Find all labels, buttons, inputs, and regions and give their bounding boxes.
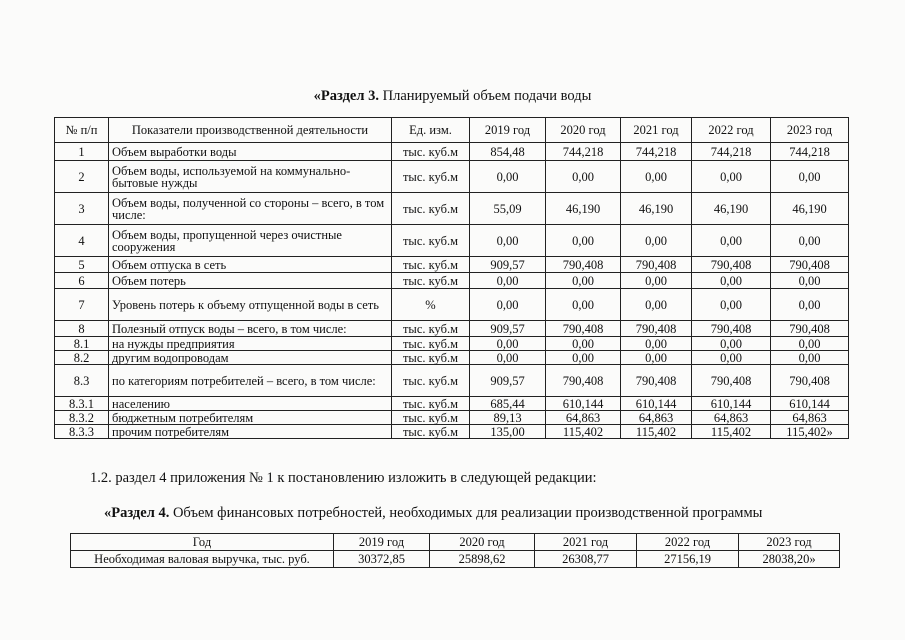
table-cell: 8.1	[55, 337, 109, 351]
table-cell: 89,13	[470, 411, 546, 425]
table-cell: тыс. куб.м	[392, 225, 470, 257]
table-row	[55, 425, 849, 439]
table-cell: %	[392, 289, 470, 321]
table-cell: 0,00	[692, 351, 771, 365]
table-cell: 64,863	[546, 411, 621, 425]
table-row	[55, 273, 849, 289]
table-cell: 0,00	[546, 289, 621, 321]
table-cell: прочим потребителям	[109, 425, 392, 439]
table-cell: 0,00	[621, 273, 692, 289]
table-cell: 790,408	[692, 321, 771, 337]
table-cell: Объем потерь	[109, 273, 392, 289]
table-cell: тыс. куб.м	[392, 397, 470, 411]
table-cell: 909,57	[470, 365, 546, 397]
table-cell: 744,218	[546, 143, 621, 161]
table-cell: 685,44	[470, 397, 546, 411]
table-cell: 790,408	[692, 365, 771, 397]
table-cell: 0,00	[470, 161, 546, 193]
table-cell: 46,190	[621, 193, 692, 225]
table-cell: 0,00	[771, 225, 849, 257]
table-cell: 0,00	[771, 161, 849, 193]
table-cell: 0,00	[546, 273, 621, 289]
table-cell: тыс. куб.м	[392, 365, 470, 397]
table-cell: 115,402	[692, 425, 771, 439]
table-cell: 4	[55, 225, 109, 257]
table-cell: 790,408	[692, 257, 771, 273]
table-cell: 8.3.2	[55, 411, 109, 425]
header-cell: № п/п	[55, 118, 109, 143]
table-cell: 0,00	[621, 225, 692, 257]
table-cell: 1	[55, 143, 109, 161]
section-4-title-bold: «Раздел 4.	[104, 505, 170, 521]
table-cell: Объем отпуска в сеть	[109, 257, 392, 273]
table-cell: 790,408	[621, 365, 692, 397]
table-cell: 610,144	[771, 397, 849, 411]
table-cell: 0,00	[470, 337, 546, 351]
table-cell: 0,00	[771, 273, 849, 289]
table-cell: тыс. куб.м	[392, 411, 470, 425]
table-cell: 0,00	[546, 337, 621, 351]
table-cell: 115,402	[621, 425, 692, 439]
table-cell: 25898,62	[430, 551, 535, 568]
section-3-title	[0, 88, 905, 105]
table-cell: тыс. куб.м	[392, 425, 470, 439]
table-cell: 46,190	[546, 193, 621, 225]
table-cell: 790,408	[546, 365, 621, 397]
table-cell: 610,144	[692, 397, 771, 411]
table-cell: 0,00	[692, 289, 771, 321]
table-cell: 8.3.3	[55, 425, 109, 439]
table-cell: Уровень потерь к объему отпущенной воды в сеть	[109, 289, 392, 321]
table-cell: 55,09	[470, 193, 546, 225]
table-cell: 64,863	[771, 411, 849, 425]
table-cell: тыс. куб.м	[392, 351, 470, 365]
header-cell: Показатели производственной деятельности	[109, 118, 392, 143]
table-cell: 27156,19	[637, 551, 739, 568]
table-cell: 8	[55, 321, 109, 337]
table-cell: 135,00	[470, 425, 546, 439]
table-row	[55, 289, 849, 321]
table-cell: 0,00	[546, 225, 621, 257]
header-cell: 2022 год	[692, 118, 771, 143]
paragraph-1-2: 1.2. раздел 4 приложения № 1 к постановлению изложить в следующей редакции:	[90, 470, 597, 486]
financial-needs-table	[70, 533, 840, 568]
table-cell: 0,00	[692, 225, 771, 257]
table-cell: 790,408	[621, 257, 692, 273]
table-cell: 0,00	[771, 351, 849, 365]
header-cell: 2023 год	[739, 534, 840, 551]
table-row	[55, 321, 849, 337]
table-cell: тыс. куб.м	[392, 273, 470, 289]
section-4-title-rest: Объем финансовых потребностей, необходимых для реализации производственной программы	[169, 505, 763, 521]
table-cell: 46,190	[692, 193, 771, 225]
table-cell: 7	[55, 289, 109, 321]
header-cell: Год	[71, 534, 334, 551]
table-row	[55, 143, 849, 161]
header-cell: 2021 год	[535, 534, 637, 551]
table-cell: 64,863	[621, 411, 692, 425]
table-row	[55, 225, 849, 257]
table-cell: 0,00	[470, 351, 546, 365]
table-row	[55, 337, 849, 351]
table-row	[55, 351, 849, 365]
table-row	[55, 411, 849, 425]
table-cell: 744,218	[621, 143, 692, 161]
table-cell: 0,00	[771, 337, 849, 351]
table-cell: 790,408	[771, 321, 849, 337]
table-header-row	[55, 118, 849, 143]
table-cell: 0,00	[692, 161, 771, 193]
section-3-title-rest: Планируемый объем подачи воды	[378, 88, 592, 104]
table-cell: 909,57	[470, 257, 546, 273]
table-cell: 0,00	[621, 161, 692, 193]
table-cell: 0,00	[621, 337, 692, 351]
table-cell: 790,408	[546, 257, 621, 273]
table-cell: 0,00	[692, 273, 771, 289]
table-cell: 854,48	[470, 143, 546, 161]
table-cell: 0,00	[470, 289, 546, 321]
table-cell: 2	[55, 161, 109, 193]
table-cell: 610,144	[546, 397, 621, 411]
header-cell: 2019 год	[470, 118, 546, 143]
table-cell: 0,00	[546, 161, 621, 193]
table-cell: 0,00	[546, 351, 621, 365]
header-cell: 2023 год	[771, 118, 849, 143]
table-cell: 115,402»	[771, 425, 849, 439]
table-cell: 0,00	[771, 289, 849, 321]
table-cell: 0,00	[470, 273, 546, 289]
header-cell: 2022 год	[637, 534, 739, 551]
table-cell: 3	[55, 193, 109, 225]
table-cell: Объем воды, используемой на коммунально-бытовые нужды	[109, 161, 392, 193]
table-cell: тыс. куб.м	[392, 193, 470, 225]
table-cell: 28038,20»	[739, 551, 840, 568]
table-cell: тыс. куб.м	[392, 257, 470, 273]
table-cell: 26308,77	[535, 551, 637, 568]
table-cell: 0,00	[621, 351, 692, 365]
table-cell: 115,402	[546, 425, 621, 439]
table-row	[55, 257, 849, 273]
table-cell: 790,408	[771, 257, 849, 273]
table-cell: тыс. куб.м	[392, 143, 470, 161]
table-row	[71, 551, 840, 568]
table-cell: 8.3	[55, 365, 109, 397]
table-row	[55, 397, 849, 411]
table-cell: тыс. куб.м	[392, 161, 470, 193]
table-cell: 790,408	[546, 321, 621, 337]
table-cell: 909,57	[470, 321, 546, 337]
table-cell: тыс. куб.м	[392, 337, 470, 351]
table-row	[55, 193, 849, 225]
table-cell: 5	[55, 257, 109, 273]
header-cell: Ед. изм.	[392, 118, 470, 143]
table-cell: по категориям потребителей – всего, в том числе:	[109, 365, 392, 397]
table-cell: 8.3.1	[55, 397, 109, 411]
table-cell: 30372,85	[334, 551, 430, 568]
table-cell: Необходимая валовая выручка, тыс. руб.	[71, 551, 334, 568]
table-cell: 64,863	[692, 411, 771, 425]
table-header-row	[71, 534, 840, 551]
table-cell: 744,218	[692, 143, 771, 161]
table-cell: 8.2	[55, 351, 109, 365]
section-3-title-bold: «Раздел 3.	[313, 88, 379, 104]
water-supply-table	[54, 117, 849, 439]
table-cell: Полезный отпуск воды – всего, в том числе:	[109, 321, 392, 337]
table-cell: 610,144	[621, 397, 692, 411]
header-cell: 2020 год	[546, 118, 621, 143]
header-cell: 2019 год	[334, 534, 430, 551]
table-cell: Объем выработки воды	[109, 143, 392, 161]
table-cell: 790,408	[621, 321, 692, 337]
table-cell: населению	[109, 397, 392, 411]
table-cell: 46,190	[771, 193, 849, 225]
table-cell: другим водопроводам	[109, 351, 392, 365]
table-row	[55, 365, 849, 397]
table-cell: бюджетным потребителям	[109, 411, 392, 425]
table-cell: 0,00	[692, 337, 771, 351]
table-cell: Объем воды, полученной со стороны – всего, в том числе:	[109, 193, 392, 225]
table-row	[55, 161, 849, 193]
table-cell: на нужды предприятия	[109, 337, 392, 351]
section-4-title	[104, 505, 762, 522]
table-cell: 6	[55, 273, 109, 289]
table-cell: 744,218	[771, 143, 849, 161]
table-cell: 790,408	[771, 365, 849, 397]
table-cell: Объем воды, пропущенной через очистные сооружения	[109, 225, 392, 257]
table-cell: 0,00	[470, 225, 546, 257]
header-cell: 2020 год	[430, 534, 535, 551]
table-cell: тыс. куб.м	[392, 321, 470, 337]
header-cell: 2021 год	[621, 118, 692, 143]
table-cell: 0,00	[621, 289, 692, 321]
